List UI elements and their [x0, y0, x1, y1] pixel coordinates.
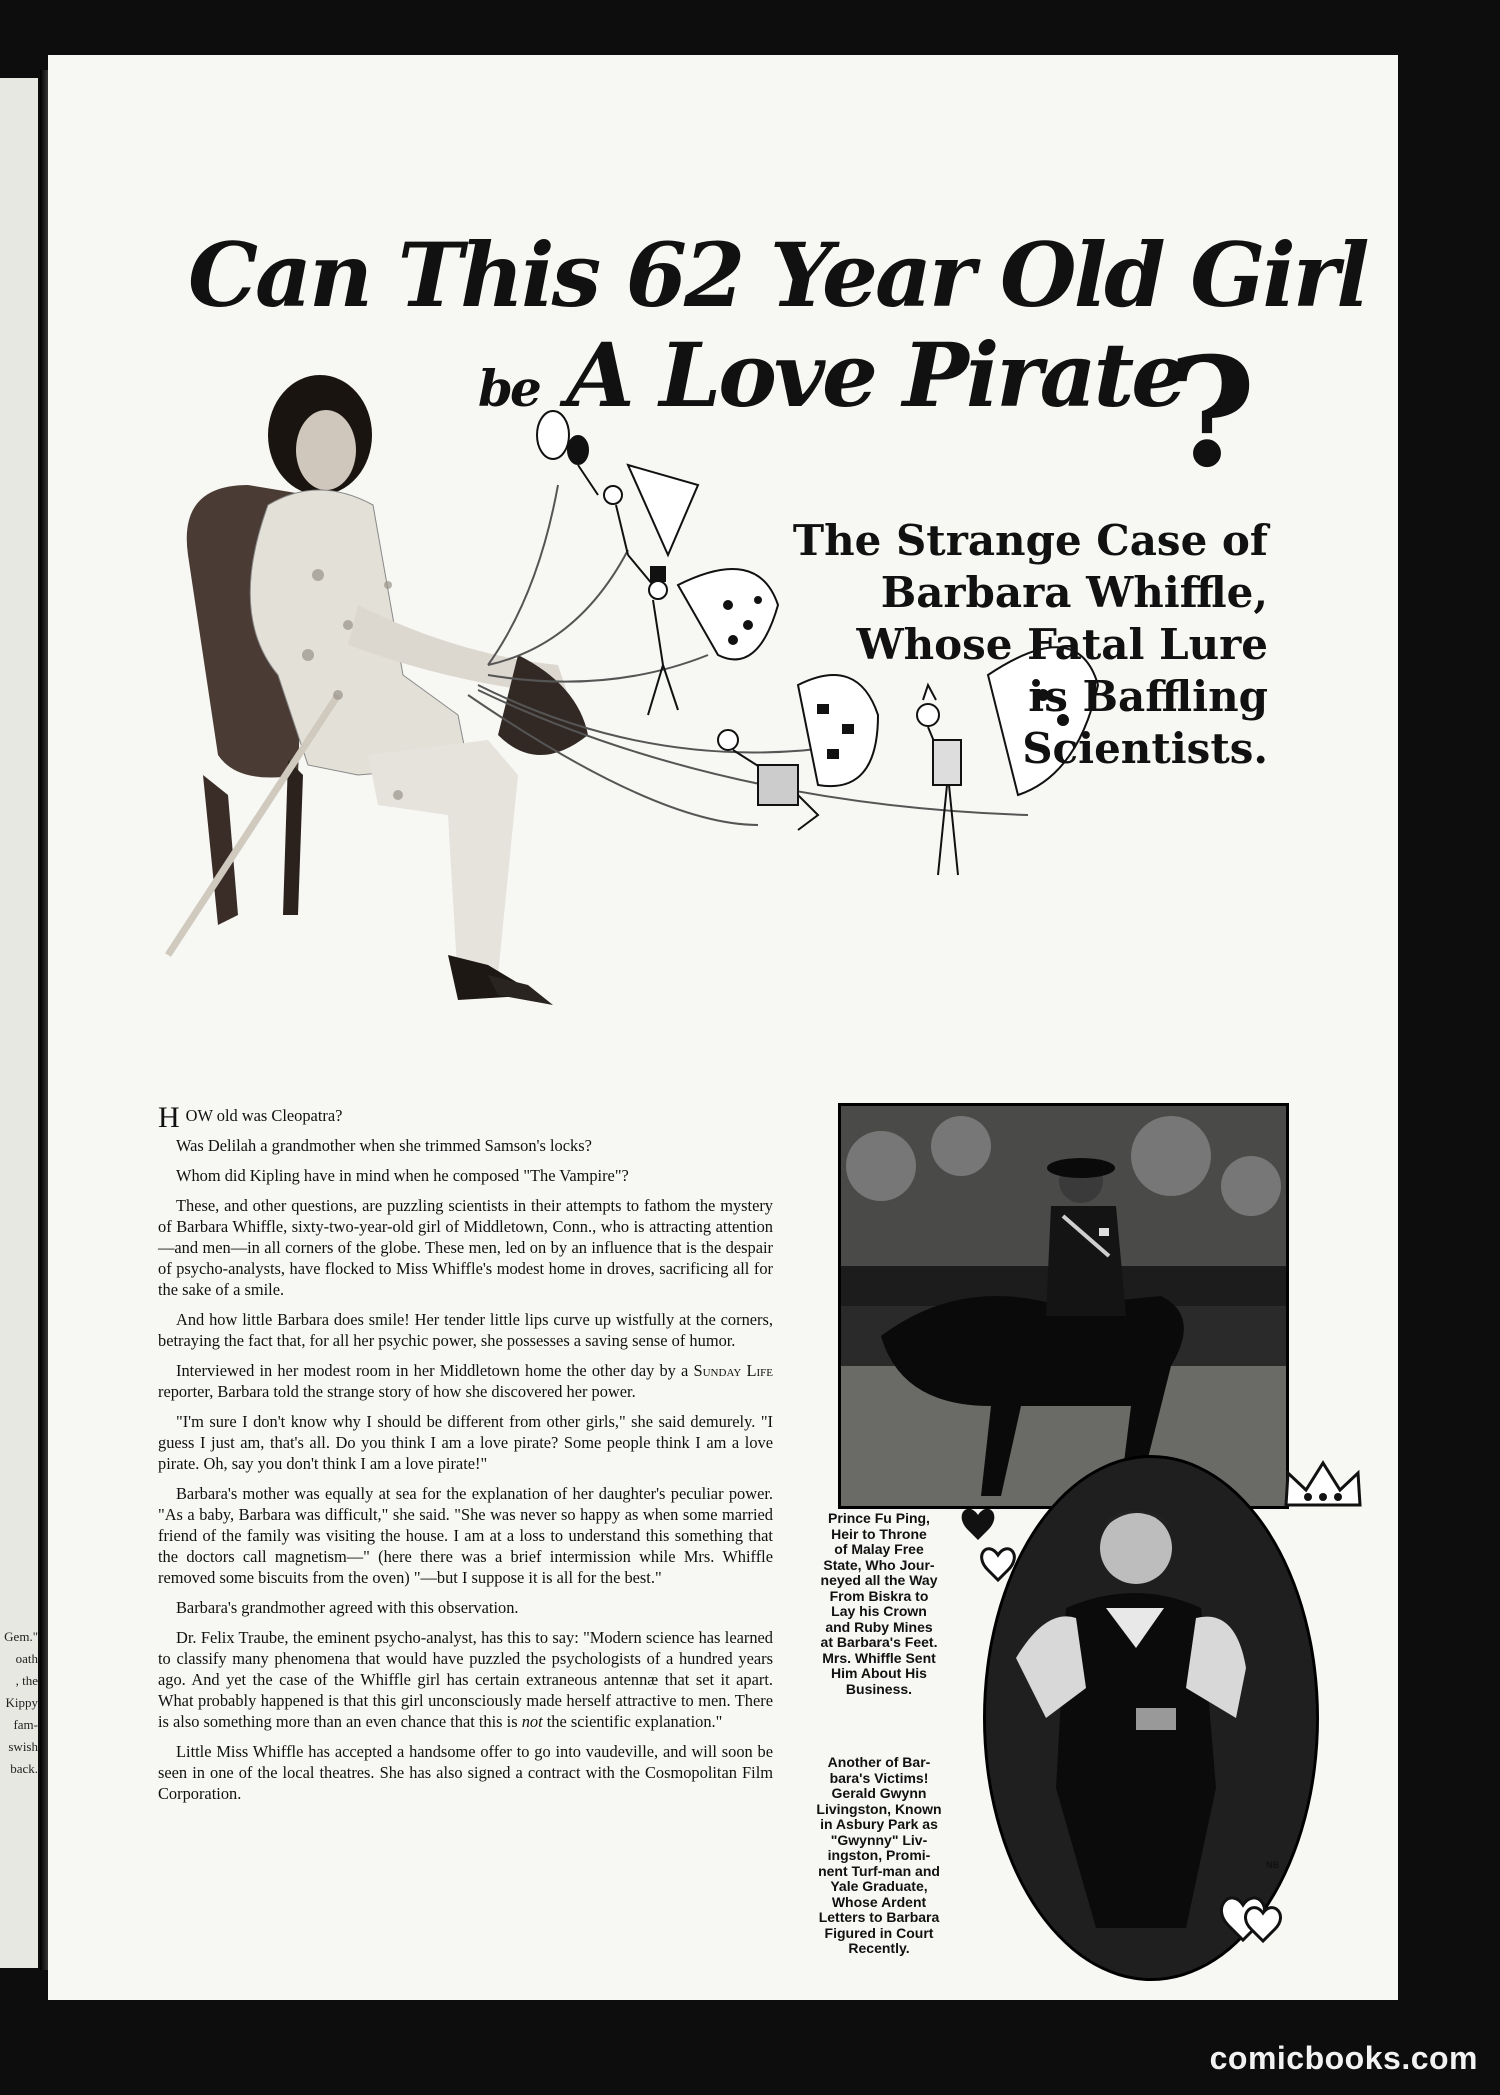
seated-woman-photo	[168, 375, 588, 1005]
headline-line-2: be A Love Pirate	[478, 323, 1185, 427]
article-paragraph: Little Miss Whiffle has accepted a handsome offer to go into vaudeville, and will soon be seen in one of the local theatres. She has also signed a contract with the Cosmopolitan Film Corporation.	[158, 1742, 773, 1803]
headline-line-1: Can This 62 Year Old Girl	[188, 223, 1367, 327]
article-paragraph: Interviewed in her modest room in her Middletown home the other day by a Sunday Life reporter, Barbara told the strange story of how she discovered her power.	[158, 1361, 774, 1401]
drop-cap: H	[158, 1101, 180, 1134]
heart-icon	[1213, 1885, 1293, 1955]
article-paragraph: And how little Barbara does smile! Her tender little lips curve up wistfully at the corners, betraying the fact that, for all her psychic power, she possesses a saving sense of humor.	[158, 1310, 773, 1350]
caption-prince-fu-ping: Prince Fu Ping, Heir to Throne of Malay Free State, Who Jour- neyed all the Way From Biskra to Lay his Crown and Ruby Mines at Barbara's Feet. Mrs. Whiffle Sent Him About His Business.	[820, 1510, 938, 1697]
photo-prince-on-horse	[838, 1103, 1289, 1509]
site-watermark: comicbooks.com	[1209, 2040, 1478, 2076]
article-paragraph: Dr. Felix Traube, the eminent psycho-analyst, has this to say: "Modern science has learned to classify many phenomena that would have puzzled the psychologists of a hundred years ago. And yet the case of the Whiffle girl has certain extraneous antennæ that set it apart. What probably happened is that this girl unconsciously made herself attractive to men. There is also something more than an even chance that this is not the scientific explanation."	[158, 1628, 773, 1731]
article-paragraph: Whom did Kipling have in mind when he composed "The Vampire"?	[176, 1166, 629, 1185]
article-paragraph: Barbara's grandmother agreed with this observation.	[176, 1598, 519, 1617]
magazine-page	[48, 55, 1398, 2000]
caption-gerald-livingston: Another of Bar- bara's Victims! Gerald Gwynn Livingston, Known in Asbury Park as "Gwynny" Liv- ingston, Promi- nent Turf-man and Yale Graduate, Whose Ardent Letters to Barbara Figured in Court Recently.	[816, 1754, 942, 1956]
subhead: The Strange Case of Barbara Whiffle, Whose Fatal Lure is Baffling Scientists.	[792, 516, 1268, 773]
crown-icon	[1278, 1455, 1368, 1515]
fairy-1	[537, 411, 598, 495]
hearts-icon	[958, 1495, 1038, 1605]
article-paragraph: "I'm sure I don't know why I should be different from other girls," she said demurely. "I guess I just am, that's all. Do you think I am a love pirate? Some people think I am a love pirate. Oh, say you don't think I am a love pirate!"	[158, 1412, 773, 1473]
article-body	[158, 1101, 774, 1813]
facing-page-text: Gem." oath , the Kippy fam- swish back.	[4, 1629, 38, 1776]
print-marks	[428, 1975, 1228, 1987]
article-paragraph: These, and other questions, are puzzling scientists in their attempts to fathom the mystery of Barbara Whiffle, sixty-two-year-old girl of Middletown, Conn., who is attracting attention—and men—in all corners of the globe. These men, led on by an influence that is the despair of psycho-analysts, have flocked to Miss Whiffle's modest home in droves, sacrificing all for the sake of a smile.	[158, 1196, 773, 1299]
facing-page	[0, 78, 38, 1968]
article-paragraph: Barbara's mother was equally at sea for the explanation of her daughter's peculiar power. "As a baby, Barbara was difficult," she said. "She was never so happy as when some married friend of the family was visiting the house. I am at a loss to understand this something that the doctors call magnetism—" (here there was a brief intermission while Mrs. Whiffle removed some biscuits from the oven) "—but I suppose it is all for the best."	[158, 1484, 773, 1587]
article-paragraph: Was Delilah a grandmother when she trimmed Samson's locks?	[176, 1136, 592, 1155]
article-paragraph: HOW old was Cleopatra?	[158, 1101, 343, 1134]
question-mark: ?	[1168, 325, 1256, 501]
artist-signature: NB	[1266, 1860, 1279, 1870]
